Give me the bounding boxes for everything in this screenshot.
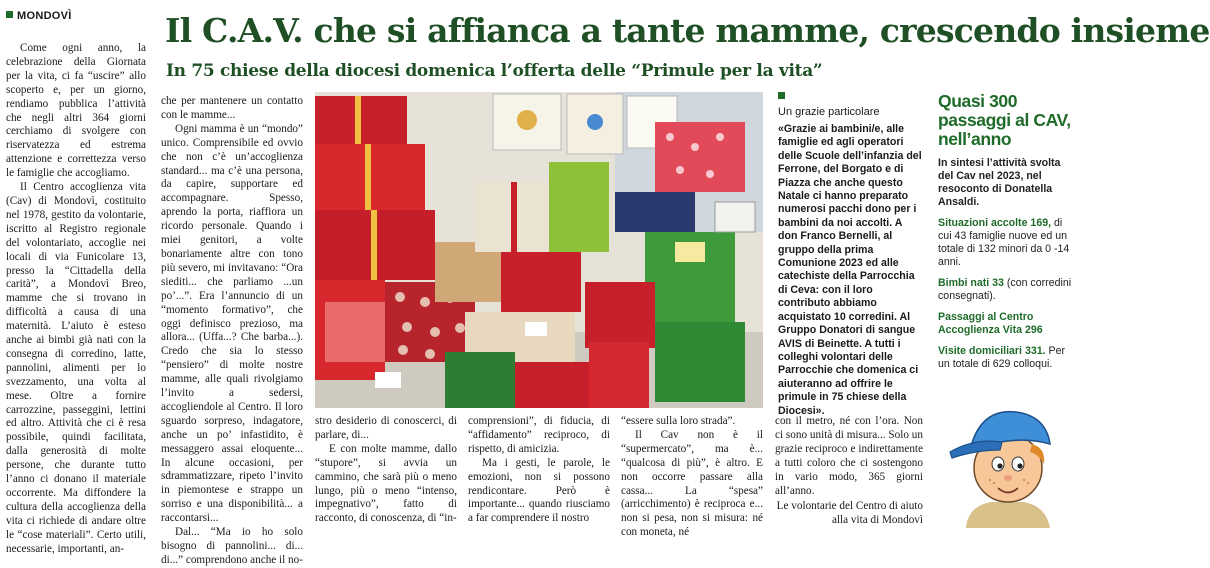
article-column-3 <box>315 415 457 535</box>
box-square-icon <box>778 92 785 99</box>
section-tag <box>6 10 72 22</box>
article-column-6 <box>775 415 923 535</box>
article-signature: Le volontarie del Centro di aiuto alla vita di Mondovì <box>776 500 923 527</box>
paragraph: Dal... “Ma io ho solo bisogno di pannolini... di... di...” comprendono anche il no- <box>161 526 303 566</box>
paragraph: Ogni mamma è un “mondo” unico. Comprensibile ed ovvio che non c’è un’accoglienza standard... ma c’è una persona, da capire, supportare ed accompagnare. Spesso, aprendo la porta, riaffiora un ricordo personale. Quando i miei genitori, a volte bonariamente altre con tono più severo, mi invitavano: “Ora siediti... che parliamo ...un po’...”. Era l’annuncio di un “momento formativo”, che oggi definisco prezioso, ma allora... (Uffa...? Che barba...). Credo che sia lo stesso “pensiero” di molte nostre mamme, alle quali rivolgiamo l’invito a sedersi, accogliendole al Centro. Il loro sguardo sorpreso, indagatore, anche un po’ infastidito, è messaggero assai eloquente... In alcune occasioni, per sdrammatizzare, ripeto l’invito in piemontese e strappo un sorriso e una disponibilità... a raccontarsi... <box>161 122 303 525</box>
thanks-box <box>778 92 924 417</box>
stats-item: Visite domiciliari 331. Per un totale di 629 colloqui. <box>938 345 1065 370</box>
stats-title: Quasi 300 passaggi al CAV, nell’anno <box>938 91 1071 149</box>
paragraph: stro desiderio di conoscerci, di parlare, di... <box>315 415 457 441</box>
paragraph: “essere sulla loro strada”. <box>621 415 736 427</box>
subheadline: In 75 chiese della diocesi domenica l’offerta delle “Primule per la vita” <box>166 61 823 81</box>
headline: Il C.A.V. che si affianca a tante mamme, crescendo insieme <box>165 11 1210 50</box>
section-label: MONDOVÌ <box>17 10 72 22</box>
boy-cartoon-icon <box>946 398 1064 528</box>
paragraph: Il Cav non è il “supermercato”, ma è... “qualcosa di più”, è altro. E non occorre passare alla cassa... La “spesa” (arricchimento) è reciproca e... non si pesa, non si misura: né con moneta, né <box>621 428 763 539</box>
stats-item: Passaggi al Centro Accoglienza Vita 296 <box>938 311 1043 336</box>
article-column-1 <box>6 42 146 555</box>
thanks-box-title: Un grazie particolare <box>778 106 880 118</box>
gift-photo <box>315 92 763 408</box>
paragraph: Come ogni anno, la celebrazione della Giornata per la vita, ci fa “uscire” allo scoperto e, per un giorno, rendiamo pubblica l’attività che negli altri 364 giorni cerchiamo di svolgere con riservatezza ed estrema attenzione e correttezza verso le famiglie che accogliamo. <box>6 42 146 180</box>
paragraph: comprensioni”, di fiducia, di “affidamento” reciproco, di rispetto, di amicizia. <box>468 415 610 455</box>
thanks-box-text: «Grazie ai bambini/e, alle famiglie ed agli operatori delle Scuole dell’infanzia del Ferrone, del Borgato e di Piazza che anche questo Natale ci hanno preparato numerosi pacchi dono per i bambini da noi accolti. A don Franco Bernelli, al gruppo della prima Comunione 2023 ed alle catechiste della Parrocchia di Ceva: con il loro contributo abbiamo acquistato 10 corredini. Al Gruppo Donatori di sangue AVIS di Beinette. A tutti i colleghi volontari delle Parrocchie che domenica ci aiuteranno ad offrire le primule in 75 chiese della Diocesi». <box>778 123 922 417</box>
article-column-5 <box>621 415 763 539</box>
article-column-4 <box>468 415 610 535</box>
paragraph: Il Centro accoglienza vita (Cav) di Mondovì, costituito nel 1978, gestito da volontarie, iscritto al Registro regionale del volontariato, accoglie nei locali di via Funicolare 13, presso la “Cittadella della carità”, a Mondovì Breo, mamme che si trovano in difficoltà a causa di una maternità. L’aiuto è esteso anche ai bimbi già nati con la consegna di corredino, latte, pannolini, alimenti per lo svezzamento, una volta al mese. Oltre a fornire carrozzine, passeggini, lettini ed altro. Attività che ci è resa possibile, quindi facilitata, dalla generosità di molte persone, che durante tutto l’anno ci donano il materiale occorrente. Ma diffondere la cultura della accoglienza della vita ci richiede di andare oltre le “cose materiali”. Certo utili, necessarie, importanti, an- <box>6 181 146 555</box>
article-column-2 <box>161 95 303 566</box>
stats-box <box>938 92 1072 422</box>
paragraph: Ma i gesti, le parole, le emozioni, non si possono rendicontare. Però è importante... quando riusciamo a far comprendere il nostro <box>468 456 610 525</box>
paragraph: con il metro, né con l’ora. Non ci sono unità di misura... Solo un grazie reciproco e indirettamente a tutti coloro che ci sostengono in vario modo, 365 giorni all’anno. <box>775 415 923 497</box>
paragraph: E con molte mamme, dallo “stupore”, si avvia un cammino, che sarà più o meno lungo, più o meno “intenso, impegnativo”, fatto di racconto, di conoscenza, di “in- <box>315 442 457 525</box>
paragraph: che per mantenere un contatto con le mamme... <box>161 95 303 121</box>
stats-intro: In sintesi l’attività svolta del Cav nel 2023, nel resoconto di Donatella Ansaldi. <box>938 157 1061 208</box>
stats-item: Situazioni accolte 169, di cui 43 famiglie nuove ed un totale di 132 minori da 0 -14 anni. <box>938 217 1070 268</box>
stats-item: Bimbi nati 33 (con corredini consegnati). <box>938 277 1072 302</box>
section-square-icon <box>6 11 13 18</box>
